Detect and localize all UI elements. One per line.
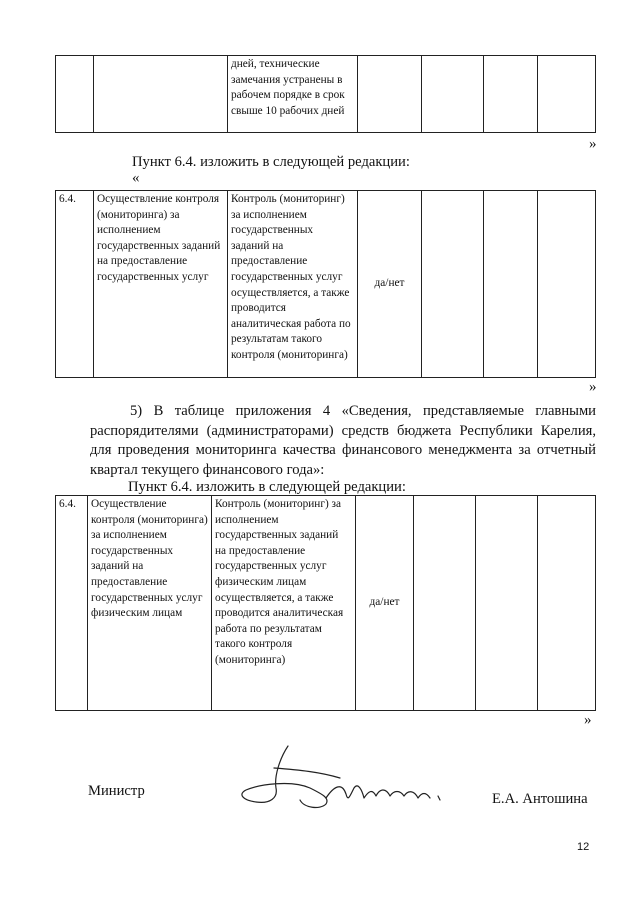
closing-quote: » bbox=[589, 379, 597, 395]
page-number: 12 bbox=[577, 841, 590, 853]
signatory-position: Министр bbox=[88, 783, 145, 799]
table-cell bbox=[484, 191, 538, 378]
item-number: 6.4. bbox=[56, 496, 88, 711]
table-row bbox=[56, 496, 596, 711]
indicator-description: Контроль (мониторинг) за исполнением государственных заданий на предоставление государственных услуг осуществляется, а также проводится аналитическая работа по результатам такого контроля (мониторинга) bbox=[228, 191, 358, 378]
closing-quote: » bbox=[589, 136, 597, 152]
table-cell: дней, технические замечания устранены в рабочем порядке в срок свыше 10 рабочих дней bbox=[228, 56, 358, 133]
table-cell bbox=[484, 56, 538, 133]
indicator-description: Контроль (мониторинг) за исполнением государственных заданий на предоставление государственных услуг физическим лицам осуществляется, а также проводится аналитическая работа по результатам такого контроля (мониторинга) bbox=[212, 496, 356, 711]
table-row bbox=[56, 56, 596, 133]
opening-quote: « bbox=[132, 170, 140, 186]
clause-6-4-table bbox=[55, 495, 596, 711]
continuation-table bbox=[55, 55, 596, 133]
table-cell bbox=[476, 496, 538, 711]
indicator-name: Осуществление контроля (мониторинга) за исполнением государственных заданий на предоставление государственных услуг bbox=[94, 191, 228, 378]
signatory-name: Е.А. Антошина bbox=[492, 791, 588, 807]
paragraph-5: 5) В таблице приложения 4 «Сведения, представляемые главными распорядителями (администраторами) средств бюджета Республики Карелия, для проведения мониторинга качества финансового менеджмента за отчетный квартал текущего финансового года»: bbox=[90, 403, 596, 478]
table-cell bbox=[422, 191, 484, 378]
table-cell bbox=[422, 56, 484, 133]
table-cell bbox=[538, 56, 596, 133]
table-cell bbox=[94, 56, 228, 133]
section-heading: Пункт 6.4. изложить в следующей редакции: bbox=[132, 154, 410, 170]
table-cell bbox=[538, 496, 596, 711]
table-row bbox=[56, 191, 596, 378]
answer-cell: да/нет bbox=[358, 191, 422, 378]
handwritten-signature bbox=[230, 738, 460, 818]
table-cell bbox=[538, 191, 596, 378]
closing-quote: » bbox=[584, 712, 592, 728]
answer-cell: да/нет bbox=[356, 496, 414, 711]
indicator-name: Осуществление контроля (мониторинга) за исполнением государственных заданий на предоставление государственных услуг физическим лицам bbox=[88, 496, 212, 711]
table-cell bbox=[358, 56, 422, 133]
item-number: 6.4. bbox=[56, 191, 94, 378]
clause-6-4-table bbox=[55, 190, 596, 378]
table-cell bbox=[56, 56, 94, 133]
section-heading: Пункт 6.4. изложить в следующей редакции: bbox=[128, 479, 406, 495]
table-cell bbox=[414, 496, 476, 711]
